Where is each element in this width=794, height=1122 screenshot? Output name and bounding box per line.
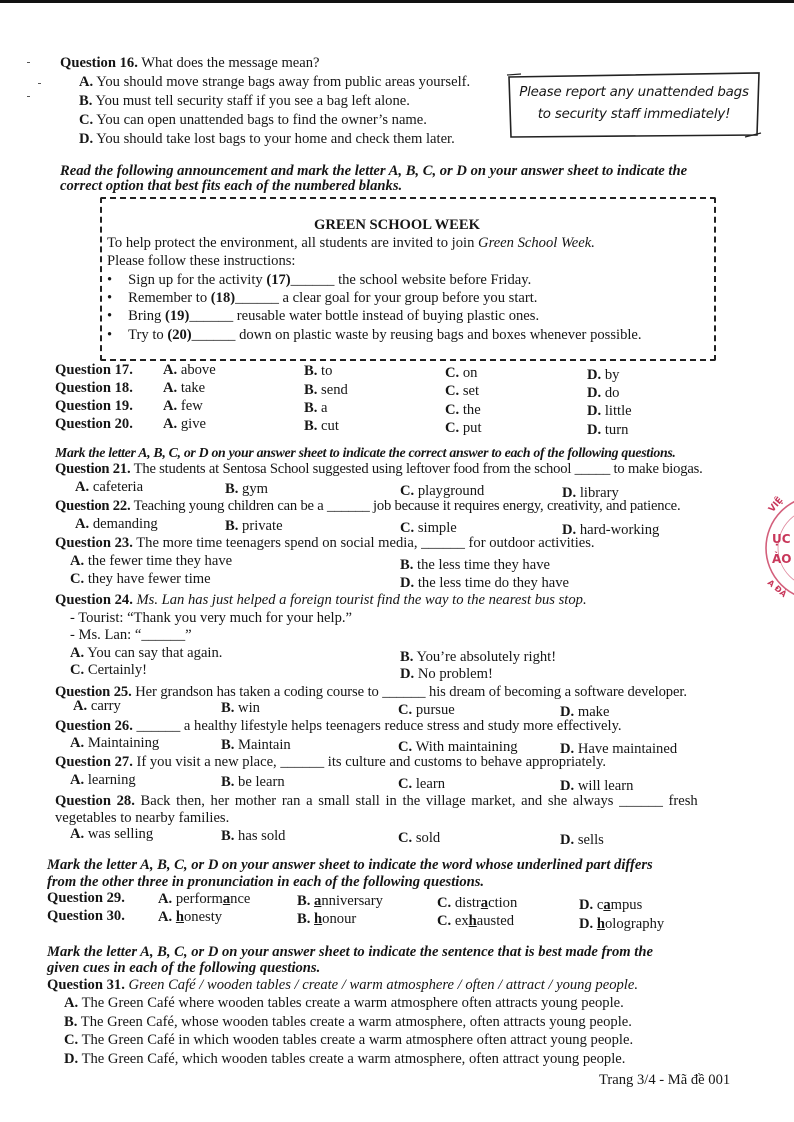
q31-option-a: A. The Green Café where wooden tables create a warm atmosphere often attracts young people. (64, 995, 624, 1011)
announcement-bullet: • Try to (20)______ down on plastic waste by reusing bags and boxes whenever possible. (107, 327, 642, 343)
q21-option-a: A. cafeteria (75, 479, 144, 495)
q28-stem-line2: vegetables to nearby families. (55, 810, 230, 826)
cloze-instruction-line1: Read the following announcement and mark the letter A, B, C, or D on your answer sheet to indicate the (60, 163, 688, 179)
q24-option-c: C. Certainly! (70, 662, 148, 678)
q29-option-c: C. distraction (437, 895, 518, 911)
q21-option-c: C. playground (400, 483, 485, 499)
q22-option-c: C. simple (400, 520, 457, 536)
q19-option-c: C. the (445, 402, 481, 418)
section4-instruction-line2: given cues in each of the following questions. (47, 960, 321, 976)
q17-option-c: C. on (445, 365, 478, 381)
q20-option-d: D. turn (587, 422, 629, 438)
announcement-bullet: • Remember to (18)______ a clear goal for your group before you start. (107, 290, 538, 306)
q27-option-a: A. learning (70, 772, 136, 788)
q16-option-b: B. You must tell security staff if you see a bag left alone. (79, 93, 410, 109)
q24-option-b: B. You’re absolutely right! (400, 649, 557, 665)
q21-option-b: B. gym (225, 481, 268, 497)
q16-option-a: A. You should move strange bags away from public areas yourself. (79, 74, 471, 90)
q31-stem: Question 31. Green Café / wooden tables / create / warm atmosphere / often / attract / young people. (47, 977, 638, 993)
stamp-text: VIỆ (767, 495, 786, 515)
q25-stem: Question 25. Her grandson has taken a coding course to ______ his dream of becoming a software developer. (55, 684, 687, 700)
q27-option-d: D. will learn (560, 778, 634, 794)
stamp-text: A ĐÀ (765, 578, 789, 599)
q30-option-d: D. holography (579, 916, 665, 932)
q24-option-a: A. You can say that again. (70, 645, 223, 661)
q27-option-c: C. learn (398, 776, 446, 792)
announcement-bullet: • Sign up for the activity (17)______ the school website before Friday. (107, 272, 532, 288)
q24-dialogue-tourist: - Tourist: “Thank you very much for your help.” (70, 610, 352, 626)
q27-option-b: B. be learn (221, 774, 285, 790)
q18-option-b: B. send (304, 382, 348, 398)
q24-option-d: D. No problem! (400, 666, 493, 682)
q30-option-c: C. exhausted (437, 913, 515, 929)
q18-option-a: A. take (163, 380, 206, 396)
announcement-intro-1: To help protect the environment, all students are invited to join Green School Week. (107, 235, 595, 251)
section2-instruction: Mark the letter A, B, C, or D on your answer sheet to indicate the correct answer to each of the following questions. (55, 445, 676, 460)
q30-option-b: B. honour (297, 911, 357, 927)
q19-option-a: A. few (163, 398, 203, 414)
q20-option-b: B. cut (304, 418, 339, 434)
q25-option-d: D. make (560, 704, 610, 720)
q28-option-a: A. was selling (70, 826, 154, 842)
section3-instruction-line2: from the other three in pronunciation in each of the following questions. (47, 874, 485, 890)
notice-sign-frame (505, 71, 763, 139)
q29-label: Question 29. (47, 890, 125, 906)
q18-label: Question 18. (55, 380, 133, 396)
q22-option-b: B. private (225, 518, 283, 534)
announcement-bullet: • Bring (19)______ reusable water bottle instead of buying plastic ones. (107, 308, 540, 324)
q29-option-b: B. anniversary (297, 893, 383, 909)
q19-option-b: B. a (304, 400, 328, 416)
page-footer: Trang 3/4 - Mã đề 001 (599, 1072, 731, 1088)
q26-option-a: A. Maintaining (70, 735, 160, 751)
notice-sign (505, 71, 763, 139)
q26-option-b: B. Maintain (221, 737, 291, 753)
q30-label: Question 30. (47, 908, 125, 924)
q18-option-c: C. set (445, 383, 480, 399)
q31-option-b: B. The Green Café, whose wooden tables create a warm atmosphere, often attracts young people. (64, 1014, 632, 1030)
q25-option-b: B. win (221, 700, 260, 716)
official-stamp (758, 490, 794, 610)
cloze-instruction-line2: correct option that best fits each of the numbered blanks. (60, 178, 403, 194)
notice-line-2: to security staff immediately! (537, 107, 731, 122)
q24-dialogue-lan: - Ms. Lan: “______” (70, 627, 192, 643)
q28-option-b: B. has sold (221, 828, 286, 844)
notice-line-1: Please report any unattended bags (519, 85, 749, 100)
q28-stem-line1: Question 28. Back then, her mother ran a small stall in the village market, and she always ______ fresh (55, 793, 698, 809)
q26-option-d: D. Have maintained (560, 741, 678, 757)
q17-option-a: A. above (163, 362, 216, 378)
q16-stem: Question 16. What does the message mean? (60, 55, 320, 71)
q23-option-b: B. the less time they have (400, 557, 550, 573)
section3-instruction-line1: Mark the letter A, B, C, or D on your answer sheet to indicate the word whose underlined part differs (47, 857, 653, 873)
q19-label: Question 19. (55, 398, 133, 414)
q24-stem: Question 24. Ms. Lan has just helped a foreign tourist find the way to the nearest bus stop. (55, 592, 587, 608)
q22-option-a: A. demanding (75, 516, 158, 532)
q18-option-d: D. do (587, 385, 620, 401)
q17-option-d: D. by (587, 367, 620, 383)
q31-option-c: C. The Green Café in which wooden tables create a warm atmosphere often attract young people. (64, 1032, 634, 1048)
q23-option-a: A. the fewer time they have (70, 553, 233, 569)
q23-option-d: D. the less time do they have (400, 575, 570, 591)
q23-stem: Question 23. The more time teenagers spend on social media, ______ for outdoor activities. (55, 535, 595, 551)
q21-option-d: D. library (562, 485, 619, 501)
q17-option-b: B. to (304, 363, 333, 379)
q17-label: Question 17. (55, 362, 133, 378)
q20-label: Question 20. (55, 416, 133, 432)
q29-option-d: D. campus (579, 897, 643, 913)
q19-option-d: D. little (587, 403, 632, 419)
q21-stem: Question 21. The students at Sentosa School suggested using leftover food from the school _____ to make biogas. (55, 461, 703, 477)
q23-option-c: C. they have fewer time (70, 571, 211, 587)
q26-stem: Question 26. ______ a healthy lifestyle helps teenagers reduce stress and study more effectively. (55, 718, 622, 734)
announcement-intro-2: Please follow these instructions: (107, 253, 296, 269)
q29-option-a: A. performance (158, 891, 251, 907)
q26-option-c: C. With maintaining (398, 739, 518, 755)
q31-option-d: D. The Green Café, which wooden tables create a warm atmosphere, often attract young people. (64, 1051, 626, 1067)
q22-stem: Question 22. Teaching young children can be a ______ job because it requires energy, creativity, and patience. (55, 498, 681, 514)
announcement-title: GREEN SCHOOL WEEK (314, 217, 480, 233)
q27-stem: Question 27. If you visit a new place, ______ its culture and customs to behave appropriately. (55, 754, 607, 770)
q22-option-d: D. hard-working (562, 522, 660, 538)
q16-option-c: C. You can open unattended bags to find the owner’s name. (79, 112, 427, 128)
stamp-text: ÀO (772, 552, 792, 566)
q25-option-c: C. pursue (398, 702, 455, 718)
stamp-text: ỤC (772, 532, 791, 546)
q28-option-d: D. sells (560, 832, 604, 848)
q16-option-d: D. You should take lost bags to your home and check them later. (79, 131, 455, 147)
section4-instruction-line1: Mark the letter A, B, C, or D on your answer sheet to indicate the sentence that is best made from the (47, 944, 653, 960)
q25-option-a: A. carry (73, 698, 121, 714)
q20-option-a: A. give (163, 416, 206, 432)
q30-option-a: A. honesty (158, 909, 223, 925)
q20-option-c: C. put (445, 420, 482, 436)
q28-option-c: C. sold (398, 830, 441, 846)
